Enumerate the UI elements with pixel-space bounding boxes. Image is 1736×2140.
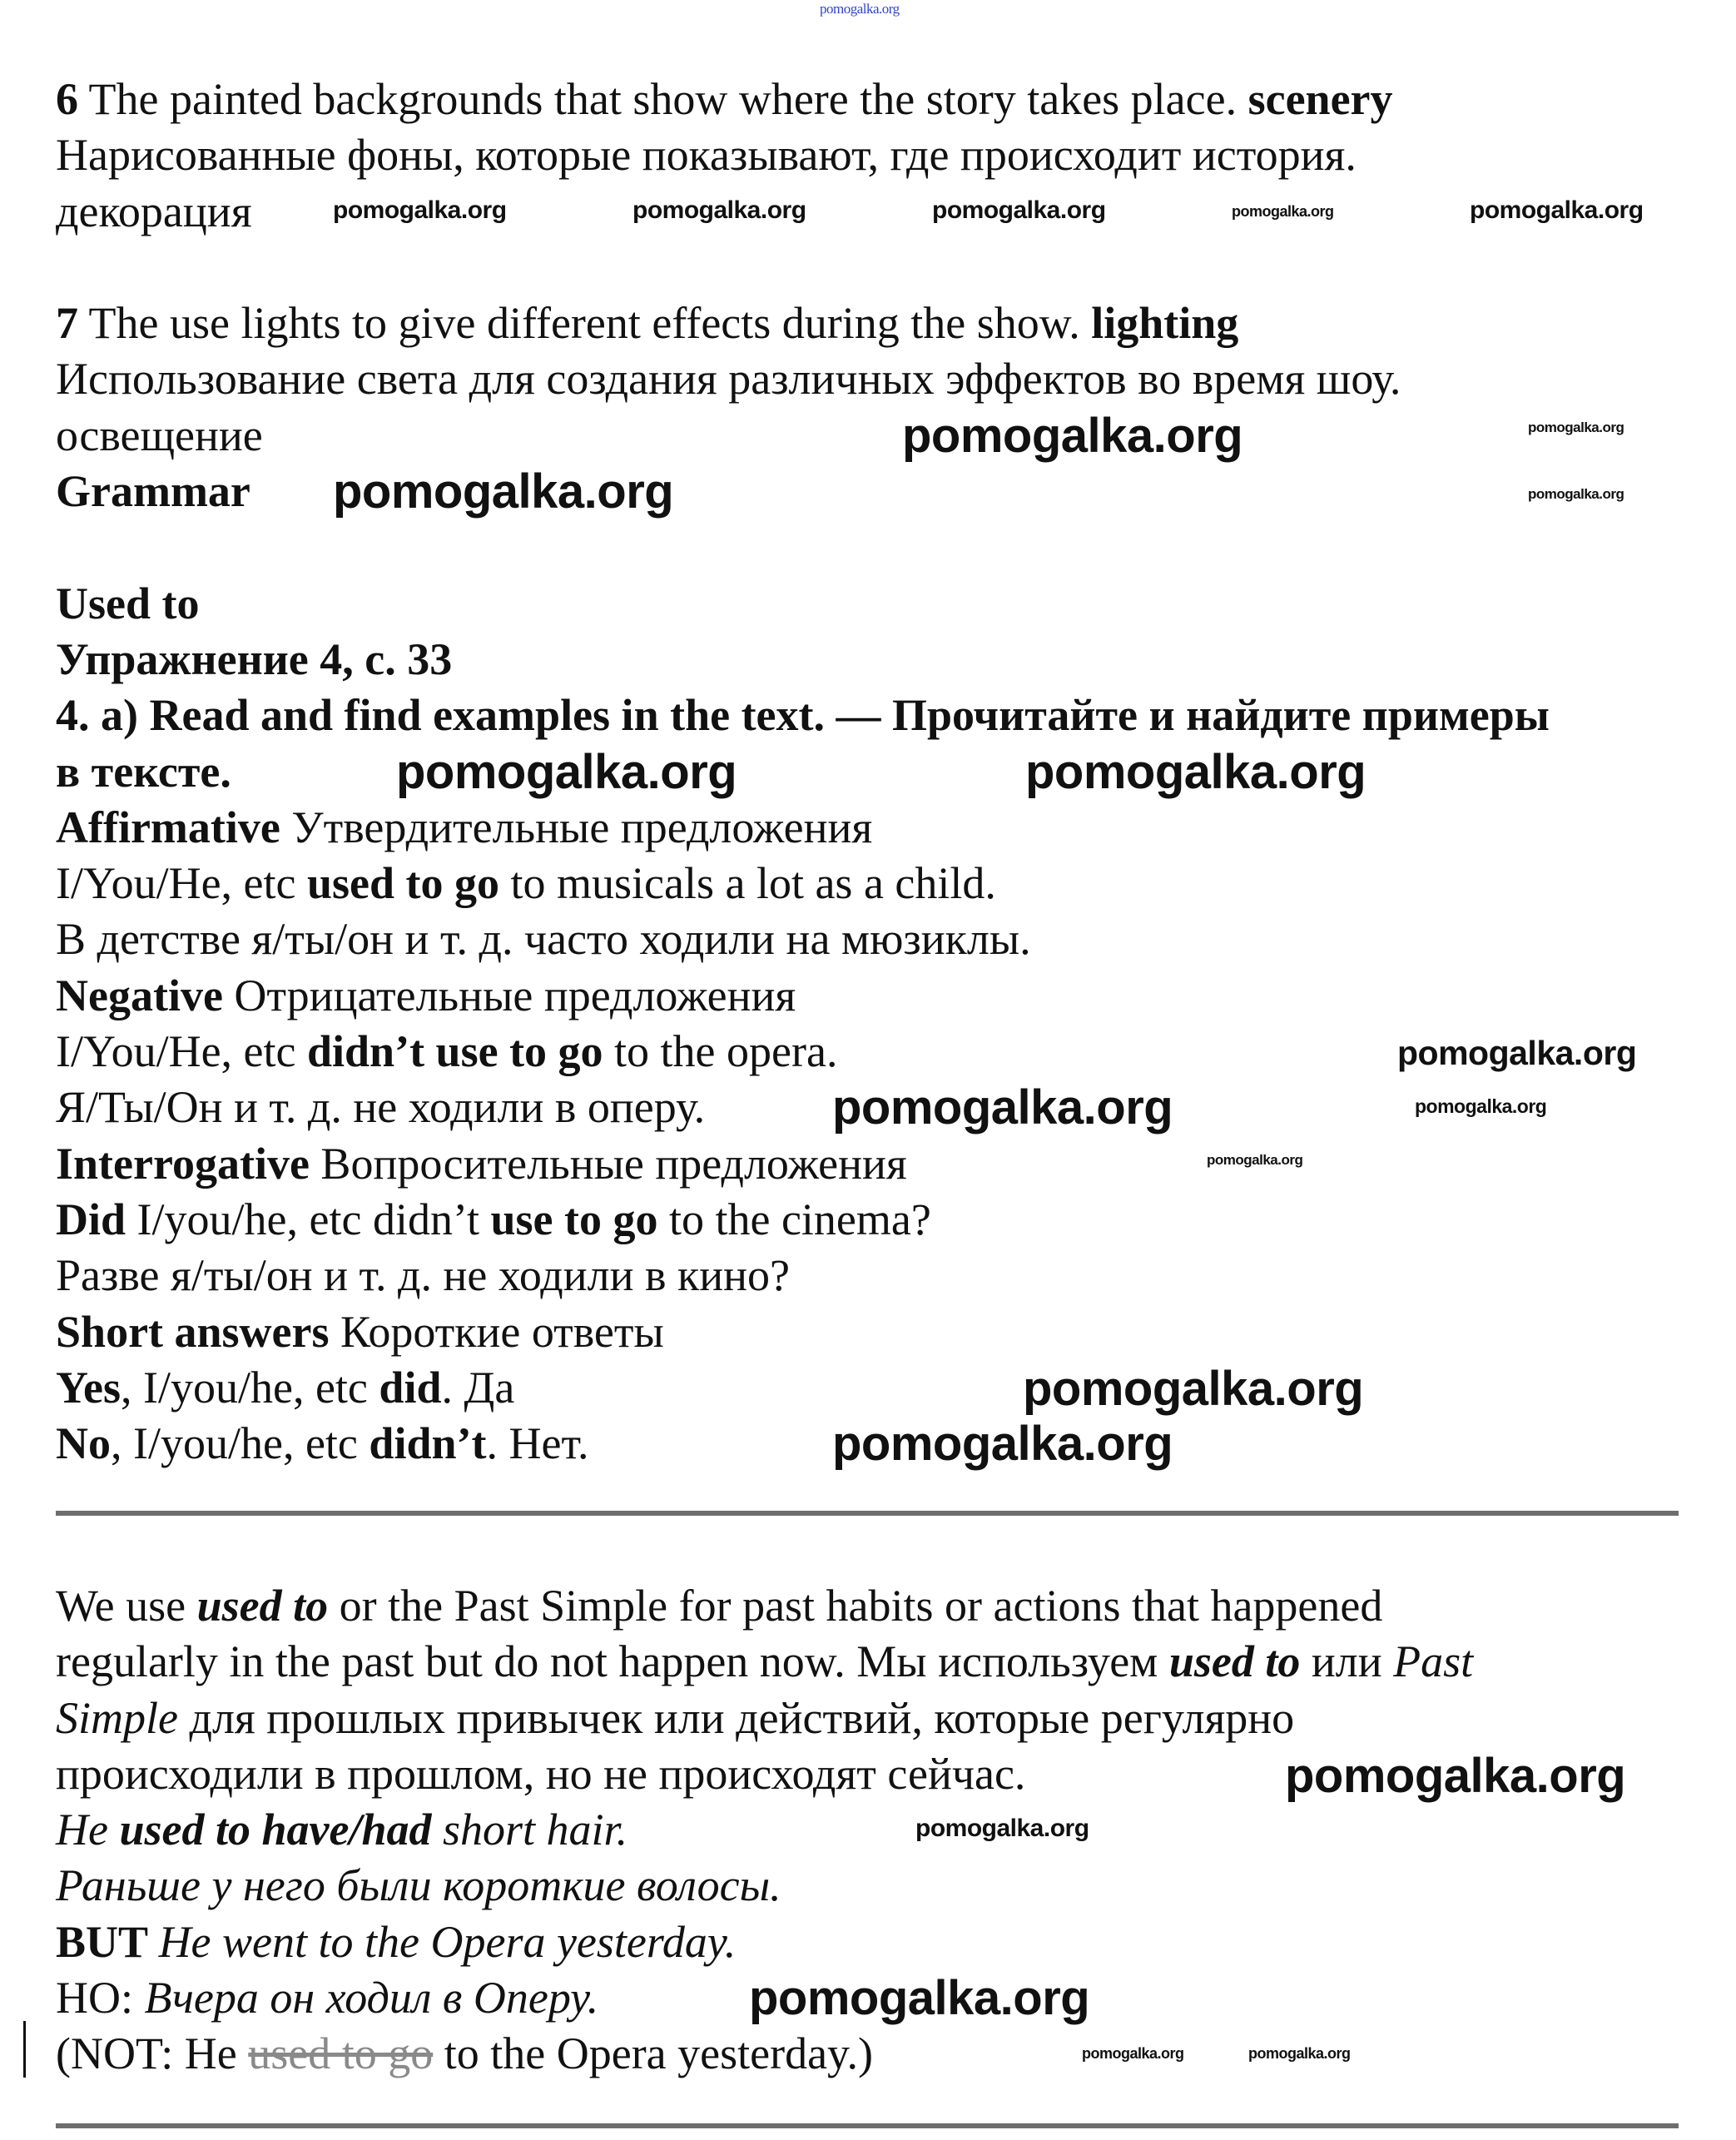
text-segment: НО: (56, 1973, 145, 2023)
bold-text: used to (196, 1581, 329, 1631)
text-segment: или (1300, 1636, 1394, 1687)
text-line (56, 408, 263, 464)
watermark: pomogalka.org (1248, 2045, 1351, 2062)
bold-text: used to have/had (119, 1805, 432, 1855)
text-line (56, 1746, 1025, 1802)
strikethrough-text: used to go (248, 2028, 434, 2079)
watermark: pomogalka.org (1285, 1749, 1626, 1803)
bold-text: used to (1168, 1636, 1301, 1687)
text-segment: , I/you/he, etc (121, 1362, 379, 1413)
bold-text: Interrogative (56, 1138, 310, 1189)
text-segment: to the cinema? (657, 1194, 931, 1244)
divider (56, 2123, 1679, 2128)
bold-text: Yes (56, 1362, 121, 1413)
watermark: pomogalka.org (1528, 486, 1624, 502)
text-segment: Короткие ответы (329, 1306, 664, 1357)
text-line (56, 1578, 1382, 1634)
watermark: pomogalka.org (1023, 1362, 1364, 1416)
text-line (56, 464, 250, 519)
text-line (56, 1080, 705, 1135)
text-line (56, 1802, 627, 1858)
bold-text: Grammar (56, 466, 250, 517)
watermark: pomogalka.org (749, 1971, 1090, 2025)
text-segment: освещение (56, 410, 263, 460)
text-segment: We use (56, 1581, 197, 1631)
text-line (56, 800, 872, 856)
italic-text: Past (1393, 1636, 1474, 1687)
text-line (56, 1416, 589, 1472)
text-segment: Нарисованные фоны, которые показывают, где происходит история. (56, 130, 1357, 181)
bold-text: 6 (56, 74, 78, 124)
watermark: pomogalka.org (1232, 203, 1334, 220)
watermark: pomogalka.org (396, 745, 737, 799)
bold-text: used to go (306, 858, 500, 909)
bold-text: BUT (56, 1916, 159, 1967)
italic-text: Раньше у него были короткие волосы. (56, 1860, 781, 1911)
text-line (56, 911, 1031, 967)
text-segment: для прошлых привычек или действий, которые регулярно (177, 1692, 1295, 1743)
text-line (56, 1858, 781, 1914)
italic-text: Simple (56, 1692, 178, 1743)
text-line (56, 1136, 907, 1192)
watermark: pomogalka.org (1415, 1095, 1547, 1117)
bold-text: 4. a) Read and find examples in the text. — Прочитайте и найдите примеры (56, 690, 1550, 741)
text-line (56, 2026, 873, 2082)
text-segment: происходили в прошлом, но не происходят сейчас. (56, 1748, 1026, 1799)
text-line (56, 576, 200, 632)
text-segment: Разве я/ты/он и т. д. не ходили в кино? (56, 1250, 790, 1301)
bold-text: No (56, 1418, 111, 1469)
watermark: pomogalka.org (333, 464, 674, 519)
text-segment: I/You/He, etc (56, 1026, 307, 1077)
text-segment: В детстве я/ты/он и т. д. часто ходили на мюзиклы. (56, 914, 1031, 965)
bold-text: 7 (56, 298, 78, 349)
italic-text: He went to the Opera yesterday. (158, 1916, 737, 1967)
divider (56, 1511, 1679, 1516)
text-line (56, 1024, 837, 1080)
text-line (56, 1691, 1294, 1746)
text-segment: The painted backgrounds that show where the story takes place. (78, 74, 1248, 124)
text-line (56, 1360, 514, 1416)
bold-text: Affirmative (56, 802, 280, 852)
watermark: pomogalka.org (902, 409, 1243, 463)
text-segment: Отрицательные предложения (222, 970, 796, 1020)
text-segment: . Нет. (486, 1418, 589, 1469)
text-segment: Утвердительные предложения (280, 802, 873, 852)
text-line (56, 1192, 931, 1248)
bold-text: Did (56, 1194, 126, 1244)
bold-text: use to go (490, 1194, 658, 1244)
text-segment: . Да (441, 1362, 515, 1413)
watermark: pomogalka.org (820, 1, 900, 17)
text-line (56, 1248, 790, 1303)
watermark: pomogalka.org (1082, 2045, 1184, 2062)
text-line (56, 72, 1393, 127)
watermark: pomogalka.org (915, 1815, 1089, 1842)
watermark: pomogalka.org (1397, 1034, 1637, 1072)
italic-text: He (56, 1805, 120, 1855)
text-segment: to the opera. (603, 1026, 838, 1077)
bold-text: lighting (1091, 298, 1239, 349)
text-line (56, 351, 1401, 407)
bold-text: scenery (1247, 74, 1393, 124)
text-segment: regularly in the past but do not happen now. Мы используем (56, 1636, 1169, 1687)
bold-text: Used to (56, 578, 200, 628)
text-line (56, 184, 252, 240)
text-segment: Использование света для создания различных эффектов во время шоу. (56, 354, 1401, 405)
text-segment: (NOT: He (56, 2028, 249, 2079)
watermark: pomogalka.org (832, 1417, 1173, 1471)
text-segment: , I/you/he, etc (111, 1418, 370, 1469)
text-segment: Вопросительные предложения (309, 1138, 907, 1189)
text-segment: Я/Ты/Он и т. д. не ходили в оперу. (56, 1082, 706, 1133)
italic-text: short hair. (431, 1805, 628, 1855)
text-line (56, 1914, 736, 1970)
watermark: pomogalka.org (1528, 420, 1624, 435)
text-segment: The use lights to give different effects during the show. (78, 298, 1092, 349)
watermark: pomogalka.org (932, 196, 1106, 224)
bold-text: Упражнение 4, с. 33 (56, 633, 453, 684)
text-segment: I/You/He, etc (56, 858, 307, 909)
text-segment: to the Opera yesterday.) (433, 2028, 874, 2079)
italic-text: Вчера он ходил в Оперу. (144, 1973, 599, 2023)
text-segment: I/you/he, etc didn’t (126, 1194, 491, 1244)
watermark: pomogalka.org (832, 1080, 1173, 1135)
text-line (56, 1970, 598, 2026)
text-cursor-mark (23, 2021, 26, 2078)
bold-text: в тексте. (56, 746, 231, 797)
bold-text: Short answers (56, 1306, 330, 1357)
text-line (56, 856, 996, 911)
bold-text: did (379, 1362, 442, 1413)
watermark: pomogalka.org (632, 196, 806, 224)
text-line (56, 744, 231, 800)
watermark: pomogalka.org (1207, 1152, 1303, 1168)
text-segment: to musicals a lot as a child. (499, 858, 996, 909)
watermark: pomogalka.org (1025, 745, 1366, 799)
text-segment: декорация (56, 186, 252, 236)
text-line (56, 1304, 664, 1360)
watermark: pomogalka.org (1470, 196, 1644, 224)
text-line (56, 1634, 1473, 1690)
text-segment: or the Past Simple for past habits or actions that happened (328, 1581, 1383, 1631)
text-line (56, 968, 796, 1024)
bold-text: didn’t (369, 1418, 487, 1469)
bold-text: didn’t use to go (306, 1026, 603, 1077)
text-line (56, 688, 1550, 743)
watermark: pomogalka.org (333, 196, 507, 224)
text-line (56, 295, 1238, 351)
bold-text: Negative (56, 970, 223, 1020)
text-line (56, 127, 1357, 183)
text-line (56, 632, 452, 688)
